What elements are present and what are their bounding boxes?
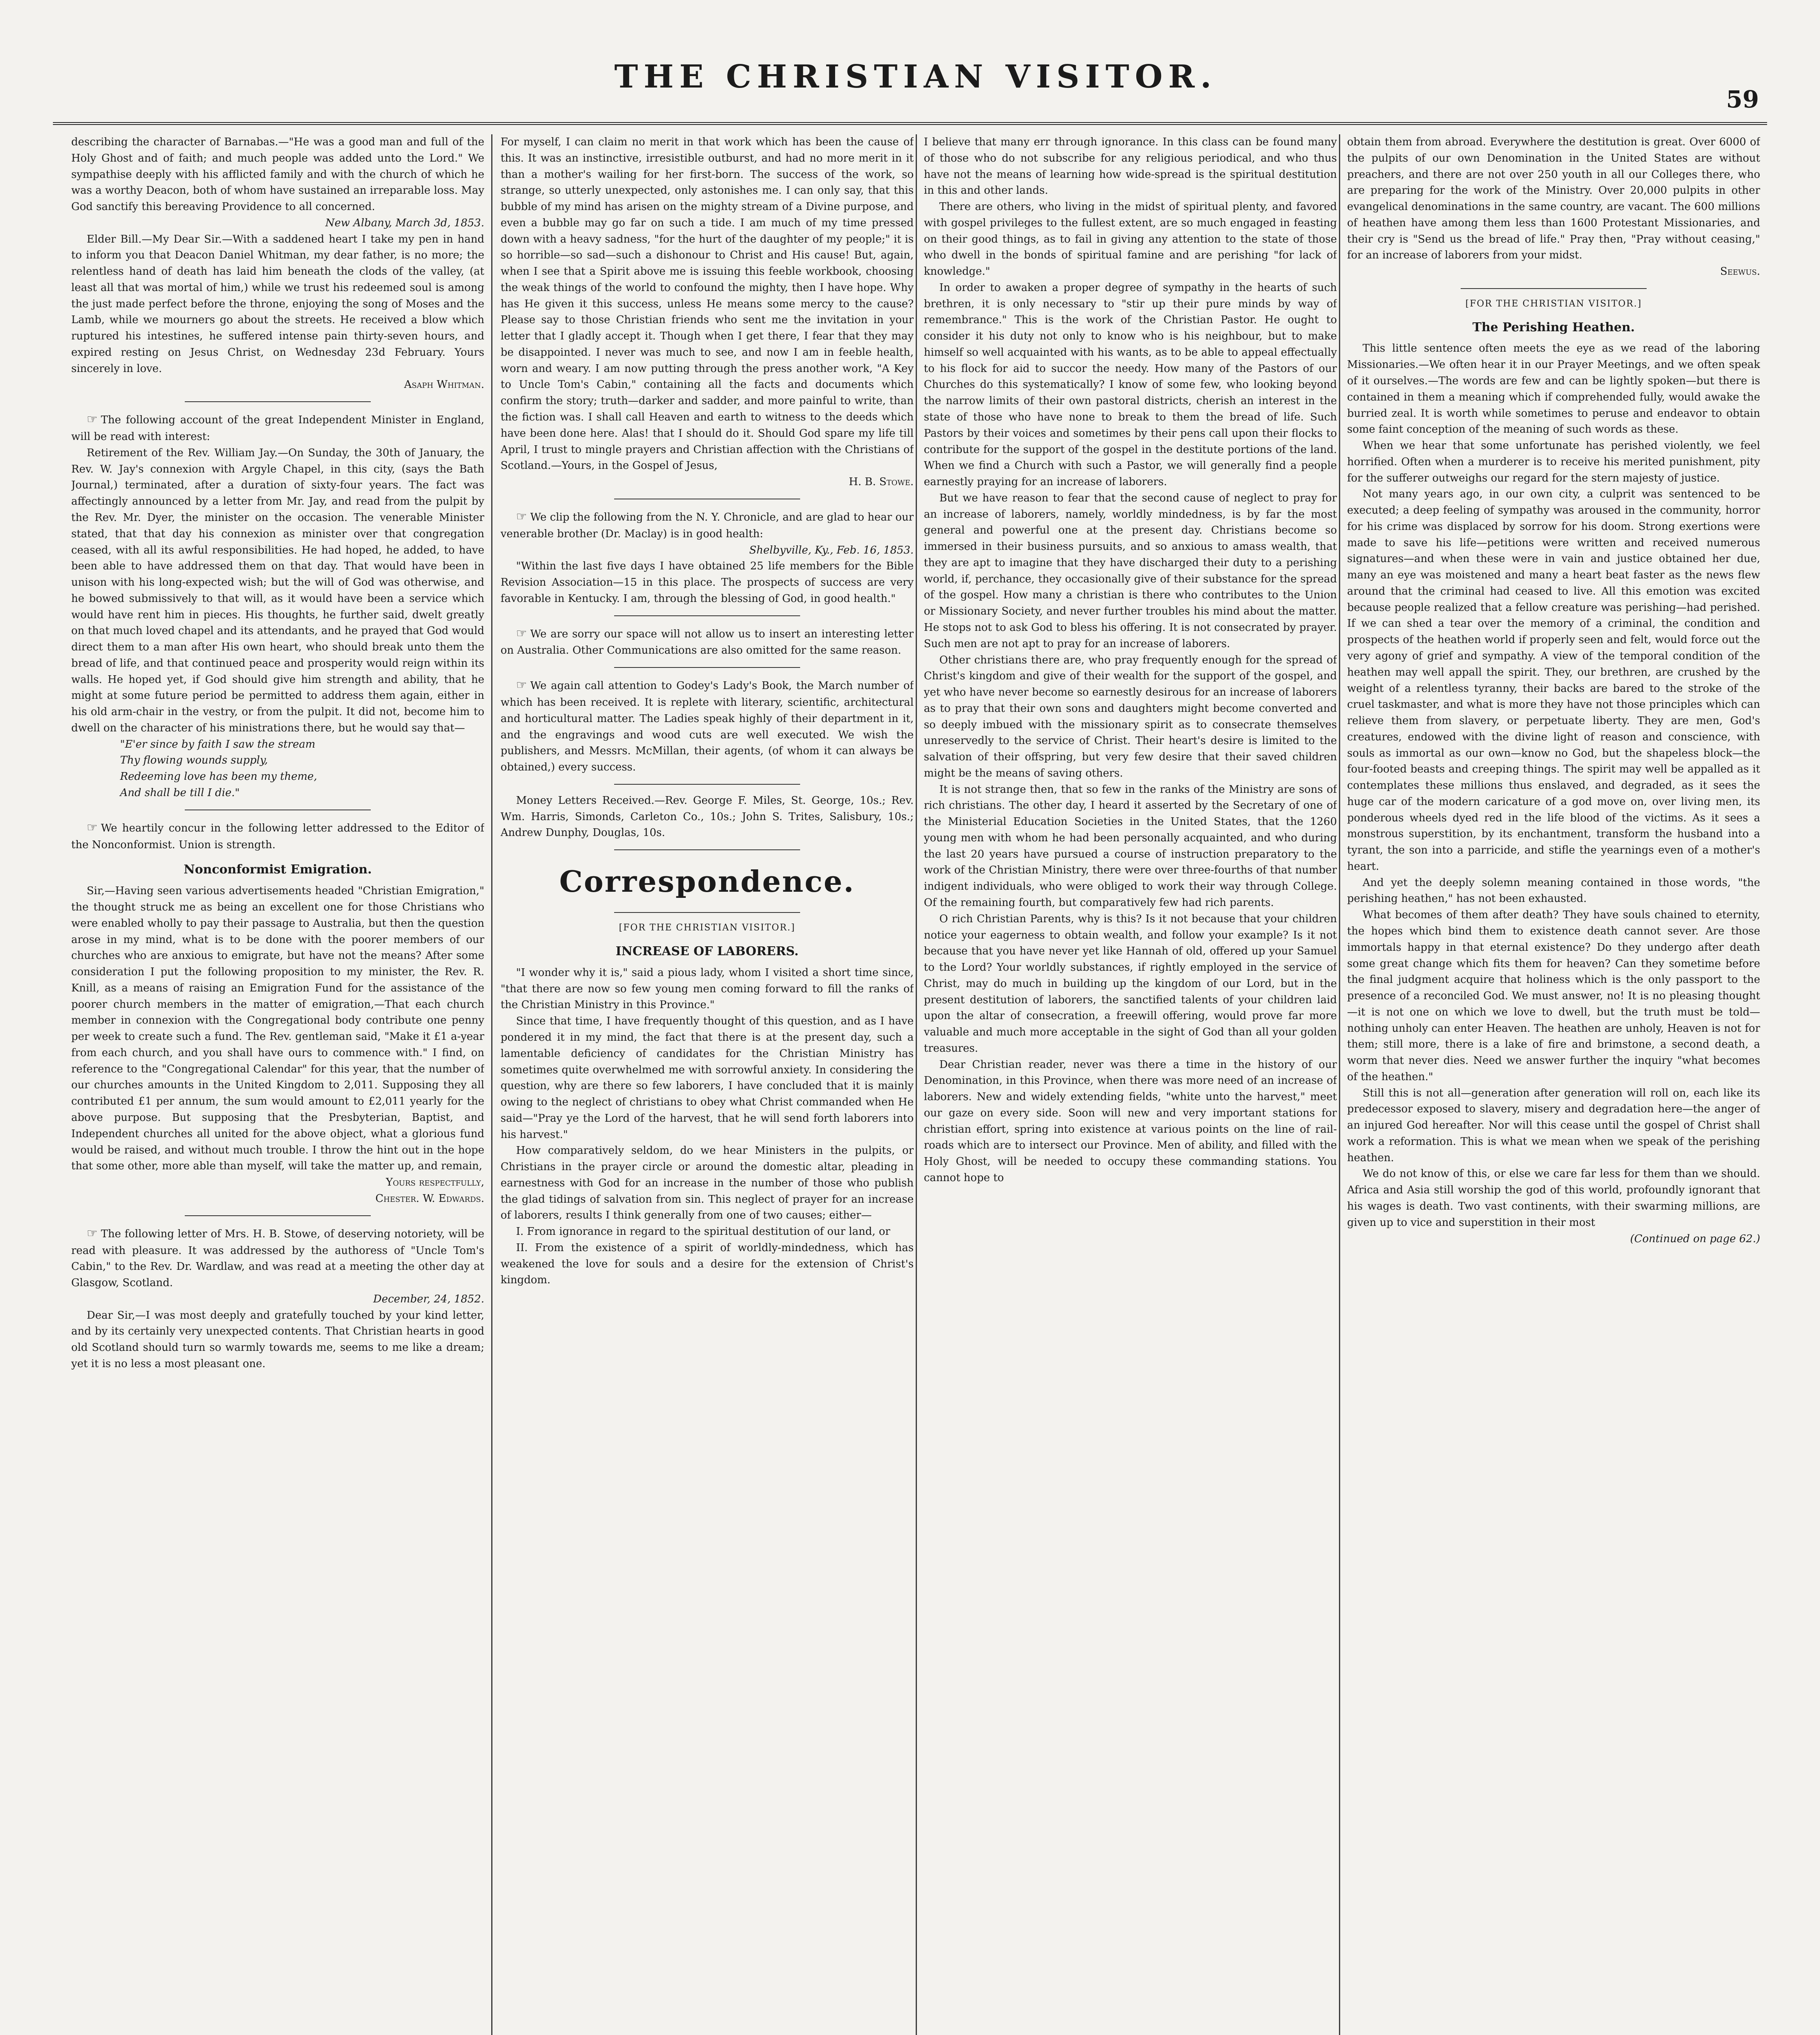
- body-paragraph: Dear Christian reader, never was there a time in the history of our Denomination, in this Province, when there was more need of an increase of laborers. New and widely extending fields, "white unto the harvest," meet our gaze on every side. Soon will new and very important stations for christian effort, spring into existence at various points on the line of rail-roads which are to intersect our Province. Men of ability, and filled with the Holy Ghost, will be needed to occupy these commanding stations. You cannot hope to: [924, 1058, 1337, 1184]
- notice-paragraph: [501, 508, 914, 543]
- notice-text: We are sorry our space will not allow us to insert an interesting letter on Australia. Other Communications are also omitted for the same reason.: [501, 628, 914, 657]
- body-paragraph: When we hear that some unfortunate has perished violently, we feel horrified. Often when a murderer is to receive his merited punishment, pity for the sufferer outweighs our regard for the stern majesty of justice.: [1347, 440, 1760, 484]
- body-paragraph: Not many years ago, in our own city, a culprit was sentenced to be executed; a deep feeling of sympathy was aroused in the community, horror for his crime was displaced by sorrow for his doom. Strong exertions were made to save his life—petitions were written and received numerous signatures—and when these were in vain and justice obtained her due, many an eye was moistened and many a heart beat faster as the news flew around that the criminal had ceased to live. All this emotion was excited because people realized that a fellow creature was perishing—had perished. If we can shed a tear over the memory of a criminal, the condition and prospects of the heathen world if properly seen and felt, would force out the very agony of grief and sympathy. A view of the temporal condition of the heathen may well appall the spirit. They, our brethren, are crushed by the weight of a relentless tyranny, their backs are bared to the stroke of the cruel taskmaster, and what is more they have not those principles which can relieve them from slavery, or perpetuate liberty. They are men, God's creatures, endowed with the divine light of reason and conscience, with souls as immortal as our own—know no God, but the shapeless block—the four-footed beasts and creeping things. The spirit may well be appalled as it contemplates these millions thus enslaved, and degraded, as it sees the huge car of the modern caricature of a god move on, over living men, its ponderous wheels dyed red in the life blood of the victims. As it sees a monstrous superstition, by its enchantment, transform the husband into a tyrant, the son into a parricide, and stifle the yearnings even of a mother's heart.: [1347, 488, 1760, 873]
- continuation-note: (Continued on page 62.): [1630, 1232, 1760, 1245]
- signature: Yours respectfully,: [386, 1176, 484, 1189]
- body-paragraph: II. From the existence of a spirit of worldly-mindedness, which has weakened the love for souls and a desire for the extension of Christ's kingdom.: [501, 1241, 914, 1287]
- notice-paragraph: [71, 818, 484, 853]
- dateline: December, 24, 1852.: [373, 1293, 484, 1305]
- column-rule: [916, 134, 917, 2035]
- notice-text: We again call attention to Godey's Lady's Book, the March number of which has been received. It is replete with literary, scientific, architectural and horticultural matter. The Ladies speak highly of their department in it, and the engravings and wood cuts are well executed. We wish the publishers, and Messrs. McMillan, their agents, (of whom it can always be obtained,) every success.: [501, 680, 914, 774]
- body-paragraph: Money Letters Received.—Rev. George F. Miles, St. George, 10s.; Rev. Wm. Harris, Simonds, Carleton Co., 10s.; John S. Trites, Salisbury, 10s.; Andrew Dunphy, Douglas, 10s.: [501, 794, 914, 839]
- notice-text: We heartily concur in the following letter addressed to the Editor of the Nonconformist. Union is strength.: [71, 822, 484, 851]
- verse-line: Redeeming love has been my theme,: [120, 770, 317, 783]
- body-paragraph: Still this is not all—generation after generation will roll on, each like its predecessor exposed to slavery, misery and degradation here—the anger of an injured God hereafter. Nor will this cease until the gospel of Christ shall work a reformation. This is what we mean when we speak of the perishing heathen.: [1347, 1087, 1760, 1164]
- column-rule: [491, 134, 492, 2035]
- body-paragraph: Retirement of the Rev. William Jay.—On Sunday, the 30th of January, the Rev. W. Jay's connexion with Argyle Chapel, in this city, (says the Bath Journal,) terminated, after a duration of sixty-four years. The fact was affectingly announced by a letter from Mr. Jay, and read from the pulpit by the Rev. Mr. Dyer, the minister on the occasion. The venerable Minister stated, that that day his connexion as minister over that congregation ceased, with all its awful responsibilities. He had hoped, he added, to have been able to have addressed them on that day. That would have been in unison with his long-expected wish; but the will of God was otherwise, and he bowed submissively to that will, as it would have been a service which would have rent him in pieces. His thoughts, he further said, dwelt greatly on that much loved chapel and its attendants, and he prayed that God would direct them to a man after His own heart, who should break unto them the bread of life, and that continued peace and prosperity would reign within its walls. He hoped yet, if God should give him strength and ability, that he might at some future period be permitted to address them again, either in his old arm-chair in the vestry, or from the pulpit. It did not, become him to dwell on the character of his ministrations there, but he would say that—: [71, 446, 484, 734]
- body-paragraph: There are others, who living in the midst of spiritual plenty, and favored with gospel privileges to the fullest extent, are so much engaged in feasting on their good things, as to fail in giving any attention to the state of those who dwell in the bonds of spiritual famine and are perishing "for lack of knowledge.": [924, 201, 1337, 278]
- body-paragraph: I believe that many err through ignorance. In this class can be found many of those who do not subscribe for any religious periodical, and who thus have not the means of learning how wide-spread is the spiritual destitution in this and other lands.: [924, 136, 1337, 197]
- pointing-hand-icon: ☞: [87, 412, 98, 427]
- signature: Seewus.: [1720, 265, 1760, 278]
- column-2: [501, 134, 914, 2035]
- signature: Asaph Whitman.: [404, 379, 484, 391]
- verse-line: And shall be till I die.": [120, 786, 240, 799]
- body-paragraph: But we have reason to fear that the second cause of neglect to pray for an increase of laborers, namely, worldly mindedness, is by far the most general and powerful one at the present day. Christians become so immersed in their business pursuits, and so anxious to amass wealth, that they are apt to imagine that they have discharged their duty to a perishing world, if, perchance, they occasionally give of their substance for the spread of the gospel. How many a christian is there who contributes to the Union or Missionary Society, and never further troubles his mind about the matter. He stops not to ask God to bless his offering. It is not consecrated by prayer. Such men are not apt to pray for an increase of laborers.: [924, 492, 1337, 650]
- dateline: New Albany, March 3d, 1853.: [325, 217, 484, 229]
- verse-line: "E'er since by faith I saw the stream: [120, 738, 315, 751]
- dateline: Shelbyville, Ky., Feb. 16, 1853.: [749, 544, 914, 556]
- body-paragraph: For myself, I can claim no merit in that work which has been the cause of this. It was an instinctive, irresistible outburst, and had no more merit in it than a mother's wailing for her first-born. The success of the work, so strange, so utterly unexpected, only astonishes me. I can only say, that this bubble of my mind has arisen on the mighty stream of a Divine purpose, and even a bubble may go far on such a tide. I am much of my time pressed down with a heavy sadness, "for the hurt of the daughter of my people;" it is so horrible—so sad—such a dishonour to Christ and His cause! But, again, when I see that a Spirit above me is issuing this feeble workbook, choosing the weak things of the world to confound the mighty, then I have hope. Why has He given it this success, unless He means some mercy to the cause? Please say to those Christian friends who sent me the invitation in your letter that I gladly accept it. Though when I get there, I fear that they may be disappointed. I never was much to see, and now I am in feeble health, worn and weary. I am now putting through the press another work, "A Key to Uncle Tom's Cabin," containing all the facts and documents which confirm the story; truth—darker and sadder, and more painful to write, than the fiction was. I shall call Heaven and earth to witness to the deeds which have been done here. Alas! that I should do it. Should God spare my life till April, I trust to mingle prayers and Christian affection with the Christians of Scotland.—Yours, in the Gospel of Jesus,: [501, 136, 914, 472]
- body-paragraph: obtain them from abroad. Everywhere the destitution is great. Over 6000 of the pulpits of our own Denomination in the United States are without preachers, and there are not over 250 youth in all our Colleges there, who are preparing for the work of the Ministry. Over 20,000 pulpits in other evangelical denominations in the same country, are vacant. The 600 millions of heathen have among them less than 1600 Protestant Missionaries, and their cry is "Send us the bread of life." Pray then, "Pray without ceasing," for an increase of laborers from your midst.: [1347, 136, 1760, 262]
- notice-text: We clip the following from the N. Y. Chronicle, and are glad to hear our venerable brother (Dr. Maclay) is in good health:: [501, 511, 914, 540]
- article-credit: [FOR THE CHRISTIAN VISITOR.]: [619, 923, 796, 933]
- section-divider: [614, 849, 800, 850]
- section-divider: [614, 784, 800, 785]
- body-paragraph: Dear Sir,—I was most deeply and gratefully touched by your kind letter, and by its certainly very unexpected contents. That Christian hearts in good old Scotland should turn so warmly towards me, seems to me like a dream; yet it is no less a most pleasant one.: [71, 1309, 484, 1370]
- section-divider: [185, 401, 371, 402]
- body-paragraph: Other christians there are, who pray frequently enough for the spread of Christ's kingdom and give of their wealth for the support of the gospel, and yet who have never become so earnestly desirous for an increase of laborers as to pray that their own sons and daughters might become converted and so deeply imbued with the missionary spirit as to consecrate themselves unreservedly to the service of Christ. Their heart's desire is limited to the salvation of their offspring, but very few desire that their saved children might be the means of saving others.: [924, 654, 1337, 779]
- body-paragraph: It is not strange then, that so few in the ranks of the Ministry are sons of rich christians. The other day, I heard it asserted by the Secretary of one of the Ministerial Education Societies in the United States, that the 1260 young men with whom he had been personally acquainted, and who during the last 20 years have pursued a course of instruction preparatory to the work of the Christian Ministry, there were over three-fourths of that number indigent individuals, who were obliged to work their way through College. Of the remaining fourth, but comparatively few had rich parents.: [924, 783, 1337, 909]
- body-paragraph: "Within the last five days I have obtained 25 life members for the Bible Revision Association—15 in this place. The prospects of success are very favorable in Kentucky. I am, through the blessing of God, in good health.": [501, 560, 914, 605]
- notice-paragraph: [71, 410, 484, 445]
- signature: Chester. W. Edwards.: [375, 1192, 484, 1205]
- notice-paragraph: [501, 624, 914, 659]
- body-paragraph: O rich Christian Parents, why is this? Is it not because that your children notice your eagerness to obtain wealth, and follow your example? Is it not because that you have never yet like Hannah of old, offered up your Samuel to the Lord? Your worldly substances, if rightly employed in the service of Christ, may do much in building up the kingdom of our Lord, but in the present destitution of laborers, the sanctified talents of your children laid upon the altar of consecration, a freewill offering, would prove far more valuable and much more acceptable in the sight of God than all your golden treasures.: [924, 912, 1337, 1055]
- body-paragraph: Elder Bill.—My Dear Sir.—With a saddened heart I take my pen in hand to inform you that Deacon Daniel Whitman, my dear father, is no more; the relentless hand of death has laid him beneath the clods of the valley, (at least all that was mortal of him,) while we trust his redeemed soul is among the just made perfect before the throne, enjoying the song of Moses and the Lamb, while we mourners go about the streets. He received a blow which ruptured his intestines, he suffered intense pain thirty-seven hours, and expired resting on Jesus Christ, on Wednesday 23d February. Yours sincerely in love.: [71, 233, 484, 375]
- body-paragraph: This little sentence often meets the eye as we read of the laboring Missionaries.—We often hear it in our Prayer Meetings, and we often speak of it ourselves.—The words are few and can be lightly spoken—but there is contained in them a meaning which if comprehended fully, would awake the burried zeal. It is worth while sometimes to peruse and endeavor to obtain some faint conception of the meaning of such words as these.: [1347, 342, 1760, 436]
- notice-paragraph: [71, 1224, 484, 1291]
- body-paragraph: How comparatively seldom, do we hear Ministers in the pulpits, or Christians in the prayer circle or around the domestic altar, pleading in earnestness with God for an increase in the number of those who publish the glad tidings of salvation from sin. This neglect of prayer for an increase of laborers, results I think generally from one of two causes; either—: [501, 1144, 914, 1222]
- body-paragraph: I. From ignorance in regard to the spiritual destitution of our land, or: [516, 1225, 890, 1238]
- column-4: [1347, 134, 1760, 2035]
- pointing-hand-icon: ☞: [87, 820, 98, 835]
- body-paragraph: describing the character of Barnabas.—"He was a good man and full of the Holy Ghost and of faith; and much people was added unto the Lord." We sympathise deeply with his afflicted family and with the church of which he was a worthy Deacon, both of whom have sustained an irreparable loss. May God sanctify this bereaving Providence to all concerned.: [71, 136, 484, 213]
- column-1: [71, 134, 484, 2035]
- column-3: [924, 134, 1337, 2035]
- body-paragraph: Since that time, I have frequently thought of this question, and as I have pondered it in my mind, the fact that there is at the present day, such a lamentable deficiency of candidates for the Christian Ministry has sometimes quite overwhelmed me with sorrowful anxiety. In considering the question, why are there so few laborers, I have concluded that it is mainly owing to the neglect of christians to obey what Christ commanded when He said—"Pray ye the Lord of the harvest, that he will send forth laborers into his harvest.": [501, 1015, 914, 1141]
- notice-text: The following letter of Mrs. H. B. Stowe, of deserving notoriety, will be read with pleasure. It was addressed by the authoress of "Uncle Tom's Cabin," to the Rev. Dr. Wardlaw, and was read at a meeting the other day at Glasgow, Scotland.: [71, 1228, 484, 1289]
- article-heading: INCREASE OF LABORERS.: [615, 944, 799, 959]
- notice-text: The following account of the great Independent Minister in England, will be read with interest:: [71, 414, 484, 443]
- pointing-hand-icon: ☞: [87, 1226, 98, 1241]
- article-heading: The Perishing Heathen.: [1472, 320, 1635, 335]
- body-paragraph: "I wonder why it is," said a pious lady, whom I visited a short time since, "that there are now so few young men coming forward to fill the ranks of the Christian Ministry in this Province.": [501, 966, 914, 1011]
- section-divider: [185, 1215, 371, 1216]
- column-rule: [1339, 134, 1340, 2035]
- body-paragraph: What becomes of them after death? They have souls chained to eternity, the hopes which bind them to existence death cannot sever. Are those immortals happy in that eternal existence? Do they undergo after death some great change which fits them for heaven? Can they sometime before the final judgment acquire that holiness which is the only passport to the presence of a reconciled God. We must answer, no! It is no pleasing thought—it is not one on which we love to dwell, but the truth must be told—nothing unholy can enter Heaven. The heathen are unholy, Heaven is not for them; still more, there is a lake of fire and brimstone, a second death, a worm that never dies. Need we answer further the inquiry "what becomes of the heathen.": [1347, 909, 1760, 1083]
- running-head: THE CHRISTIAN VISITOR.: [614, 58, 1217, 95]
- notice-paragraph: [501, 676, 914, 776]
- body-paragraph: Sir,—Having seen various advertisements headed "Christian Emigration," the thought struck me as being an excellent one for those Christians who were enabled wholly to pay their passage to Australia, but then the question arose in my mind, what is to be done with the poorer members of our churches who are anxious to emigrate, but have not the means? After some consideration I put the following proposition to my minister, the Rev. R. Knill, as a means of raising an Emigration Fund for the assistance of the poorer church members in the matter of emigration,—That each church member in connexion with the Congregational body contribute one penny per week to create such a fund. The Rev. gentleman said, "Make it £1 a-year from each church, and you shall have ours to commence with." I find, on reference to the "Congregational Calendar" for this year, that the number of our churches amounts in the United Kingdom to 2,011. Supposing they all contributed £1 per annum, the sum would amount to £2,011 yearly for the above purpose. But supposing that the Presbyterian, Baptist, and Independent churches all united for the above object, what a glorious fund would be raised, and without much trouble. I throw the hint out in the hope that some other, more able than myself, will take the matter up, and remain,: [71, 885, 484, 1173]
- body-paragraph: And yet the deeply solemn meaning contained in those words, "the perishing heathen," has not been exhausted.: [1347, 876, 1760, 905]
- verse-line: Thy flowing wounds supply,: [120, 754, 268, 767]
- section-divider: [1461, 288, 1647, 289]
- article-heading: Nonconformist Emigration.: [184, 862, 372, 877]
- section-divider: [614, 667, 800, 668]
- pointing-hand-icon: ☞: [516, 678, 527, 693]
- signature: H. B. Stowe.: [849, 476, 914, 488]
- pointing-hand-icon: ☞: [516, 626, 527, 641]
- header-rule: [53, 122, 1767, 125]
- article-credit: [FOR THE CHRISTIAN VISITOR.]: [1465, 298, 1642, 309]
- section-title: Correspondence.: [559, 864, 855, 899]
- body-paragraph: We do not know of this, or else we care far less for them than we should. Africa and Asia still worship the god of this world, profoundly ignorant that his wages is death. Two vast continents, with their swarming millions, are given up to vice and superstition in their most: [1347, 1168, 1760, 1229]
- body-paragraph: In order to awaken a proper degree of sympathy in the hearts of such brethren, it is only necessary to "stir up their pure minds by way of remembrance." This is the work of the Christian Pastor. He ought to consider it his duty not only to know who is his neighbour, but to make himself so well acquainted with his wants, as to be able to appeal effectually to his flock for aid to succor the needy. How many of the Pastors of our Churches do this systematically? I know of some few, who looking beyond the narrow limits of their own pastoral districts, cherish an interest in the state of those who have none to break to them the bread of life. Such Pastors by their voices and sometimes by their pens call upon their flocks to contribute for the support of the gospel in the destitute portions of the land. When we find a Church with such a Pastor, we will generally find a people earnestly praying for an increase of laborers.: [924, 281, 1337, 488]
- pointing-hand-icon: ☞: [516, 509, 527, 524]
- section-divider: [614, 615, 800, 616]
- section-divider: [614, 912, 800, 913]
- page-number: 59: [1726, 85, 1759, 113]
